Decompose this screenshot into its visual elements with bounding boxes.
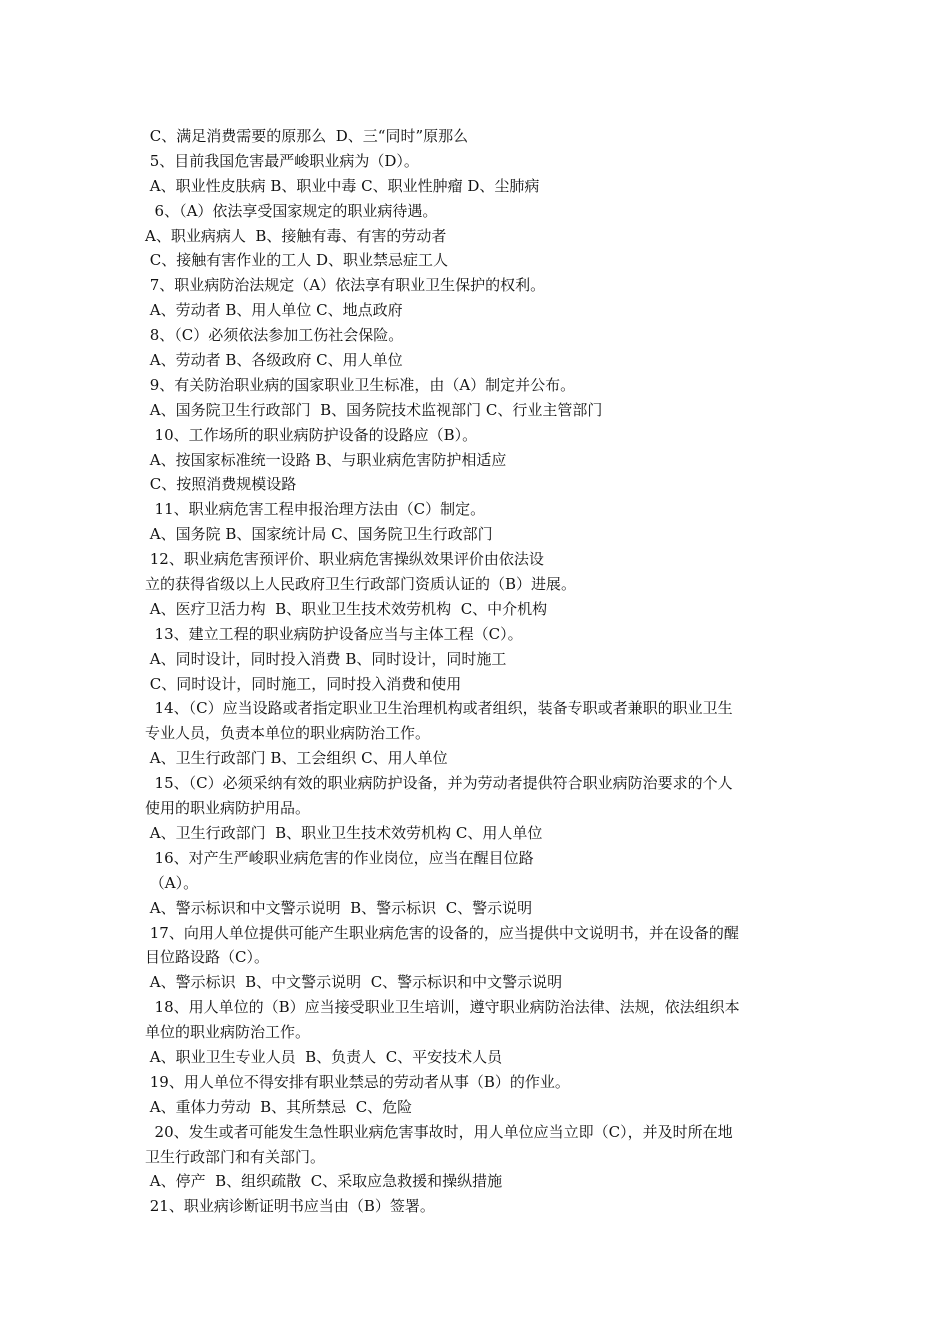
question-18: 18、用人单位的（B）应当接受职业卫生培训，遵守职业病防治法律、法规，依法组织本 bbox=[145, 998, 740, 1017]
question-21: 21、职业病诊断证明书应当由（B）签署。 bbox=[145, 1197, 435, 1216]
question-20-options: A、停产 B、组织疏散 C、采取应急救援和操纵措施 bbox=[145, 1172, 503, 1191]
question-11: 11、职业病危害工程申报治理方法由（C）制定。 bbox=[145, 500, 486, 519]
question-10-options-c: C、按照消费规模设路 bbox=[145, 475, 297, 494]
question-14-continued: 专业人员，负责本单位的职业病防治工作。 bbox=[145, 724, 431, 743]
question-7: 7、职业病防治法规定（A）依法享有职业卫生保护的权利。 bbox=[145, 276, 546, 295]
question-10-options-ab: A、按国家标准统一设路 B、与职业病危害防护相适应 bbox=[145, 450, 507, 469]
question-6: 6、（A）依法享受国家规定的职业病待遇。 bbox=[145, 201, 438, 220]
question-20: 20、发生或者可能发生急性职业病危害事故时，用人单位应当立即（C），并及时所在地 bbox=[145, 1122, 733, 1141]
question-13: 13、建立工程的职业病防护设备应当与主体工程（C）。 bbox=[145, 624, 523, 643]
question-13-options-c: C、同时设计，同时施工，同时投入消费和使用 bbox=[145, 674, 462, 693]
question-12-options: A、医疗卫活力构 B、职业卫生技术效劳机构 C、中介机构 bbox=[145, 599, 548, 618]
question-5-options: A、职业性皮肤病 B、职业中毒 C、职业性肿瘤 D、尘肺病 bbox=[145, 176, 540, 195]
question-8-options: A、劳动者 B、各级政府 C、用人单位 bbox=[145, 351, 403, 370]
question-15: 15、（C）必须采纳有效的职业病防护设备，并为劳动者提供符合职业病防治要求的个人 bbox=[145, 774, 733, 793]
question-6-options-cd: C、接触有害作业的工人 D、职业禁忌症工人 bbox=[145, 251, 449, 270]
question-9-options: A、国务院卫生行政部门 B、国务院技术监视部门 C、行业主管部门 bbox=[145, 400, 603, 419]
question-12-continued: 立的获得省级以上人民政府卫生行政部门资质认证的（B）进展。 bbox=[145, 575, 577, 594]
question-15-continued: 使用的职业病防护用品。 bbox=[145, 799, 311, 818]
question-19: 19、用人单位不得安排有职业禁忌的劳动者从事（B）的作业。 bbox=[145, 1072, 570, 1091]
question-19-options: A、重体力劳动 B、其所禁忌 C、危险 bbox=[145, 1097, 413, 1116]
question-18-options: A、职业卫生专业人员 B、负责人 C、平安技术人员 bbox=[145, 1047, 503, 1066]
question-10: 10、工作场所的职业病防护设备的设路应（B）。 bbox=[145, 425, 478, 444]
question-7-options: A、劳动者 B、用人单位 C、地点政府 bbox=[145, 301, 403, 320]
question-17: 17、向用人单位提供可能产生职业病危害的设备的，应当提供中文说明书，并在设备的醒 bbox=[145, 923, 739, 942]
question-9: 9、有关防治职业病的国家职业卫生标准，由（A）制定并公布。 bbox=[145, 375, 576, 394]
question-12: 12、职业病危害预评价、职业病危害操纵效果评价由依法设 bbox=[145, 550, 544, 569]
document-body bbox=[145, 124, 815, 1219]
question-13-options-ab: A、同时设计，同时投入消费 B、同时设计，同时施工 bbox=[145, 649, 507, 668]
question-18-continued: 单位的职业病防治工作。 bbox=[145, 1023, 311, 1042]
question-15-options: A、卫生行政部门 B、职业卫生技术效劳机构 C、用人单位 bbox=[145, 823, 543, 842]
question-16-continued: （A）。 bbox=[145, 873, 199, 892]
question-14: 14、（C）应当设路或者指定职业卫生治理机构或者组织，装备专职或者兼职的职业卫生 bbox=[145, 699, 733, 718]
question-20-continued: 卫生行政部门和有关部门。 bbox=[145, 1147, 326, 1166]
question-14-options: A、卫生行政部门 B、工会组织 C、用人单位 bbox=[145, 749, 448, 768]
text-line: C、满足消费需要的原那么 D、三“同时”原那么 bbox=[145, 127, 469, 145]
question-6-options-ab: A、职业病病人 B、接触有毒、有害的劳动者 bbox=[145, 226, 447, 245]
question-8: 8、（C）必须依法参加工伤社会保险。 bbox=[145, 326, 404, 345]
question-16-options: A、警示标识和中文警示说明 B、警示标识 C、警示说明 bbox=[145, 898, 533, 917]
question-17-continued: 目位路设路（C）。 bbox=[145, 948, 269, 967]
question-17-options: A、警示标识 B、中文警示说明 C、警示标识和中文警示说明 bbox=[145, 973, 563, 992]
question-16: 16、对产生严峻职业病危害的作业岗位，应当在醒目位路 bbox=[145, 848, 534, 867]
question-5: 5、目前我国危害最严峻职业病为（D）。 bbox=[145, 151, 419, 170]
question-11-options: A、国务院 B、国家统计局 C、国务院卫生行政部门 bbox=[145, 525, 493, 544]
